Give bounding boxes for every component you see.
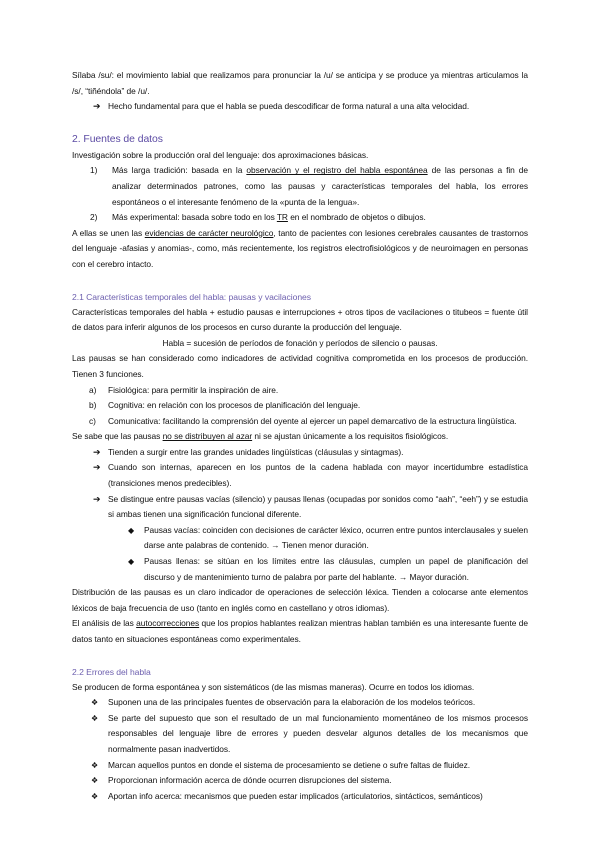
item-letter: c)	[89, 415, 96, 426]
numbered-item	[72, 163, 528, 210]
lettered-item	[72, 383, 528, 399]
item-text: Fisiológica: para permitir la inspiración de aire.	[108, 384, 279, 395]
star-icon: ❖	[91, 713, 99, 723]
underlined-text: observación y el registro del habla espontánea	[246, 165, 428, 176]
star-bullet	[72, 789, 528, 805]
intro-paragraph: Sílaba /su/: el movimiento labial que realizamos para pronunciar la /u/ se anticipa y se produce ya mientras articulamos la /s/, “tiñéndola” de /u/.	[72, 70, 528, 96]
diamond-icon: ◆	[128, 525, 135, 535]
star-bullet	[72, 758, 528, 774]
lettered-item	[72, 398, 528, 414]
paragraph	[72, 616, 528, 647]
arrow-icon: ➔	[93, 446, 101, 457]
text: El análisis de las	[72, 618, 137, 629]
arrow-icon: ➔	[93, 462, 101, 473]
underlined-text: autocorrecciones	[136, 618, 200, 629]
underlined-text: no se distribuyen al azar	[162, 431, 253, 442]
paragraph	[72, 226, 528, 273]
bullet-text: Aportan info acerca: mecanismos que pueden estar implicados (articulatorios, sintácticos, semánticos)	[108, 790, 483, 801]
underlined-text: TR	[276, 212, 288, 223]
item-text: Comunicativa: facilitando la comprensión del oyente al ejercer un papel demarcativo de la estructura lingüística.	[108, 415, 517, 426]
intro-bullet-text: Hecho fundamental para que el habla se pueda descodificar de forma natural a una alta velocidad.	[108, 101, 470, 112]
arrow-icon: ➔	[93, 493, 101, 504]
arrow-bullet	[72, 445, 528, 461]
text: A ellas se unen las	[72, 227, 145, 238]
diamond-bullet	[72, 523, 528, 554]
star-icon: ❖	[91, 698, 99, 708]
paragraph: Características temporales del habla + estudio pausas e interrupciones + otros tipos de vacilaciones o titubeos = fuente útil de datos para inferir algunos de los procesos en curso durante la producción del lenguaje.	[72, 306, 528, 333]
bullet-text: Marcan aquellos puntos en donde el sistema de procesamiento se detiene o sufre faltas de fluidez.	[108, 759, 471, 770]
paragraph: Las pausas se han considerado como indicadores de actividad cognitiva comprometida en los procesos de producción. Tienen 3 funciones.	[72, 353, 528, 379]
definition-line: Habla = sucesión de períodos de fonación y períodos de silencio o pausas.	[162, 337, 438, 348]
intro-bullet	[72, 99, 528, 115]
bullet-text: Proporcionan información acerca de dónde ocurren disrupciones del sistema.	[108, 775, 392, 786]
item-number: 1)	[90, 165, 98, 176]
bullet-text: Pausas vacías: coinciden con decisiones de carácter léxico, ocurren entre puntos interclausales y suelen darse ante palabras de contenido. → Tienen menor duración.	[144, 524, 528, 551]
bullet-text: Cuando son internas, aparecen en los puntos de la cadena hablada con mayor incertidumbre estadística (transiciones menos predecibles).	[108, 462, 528, 489]
section-heading-errores: 2.2 Errores del habla	[72, 666, 151, 677]
paragraph: Distribución de las pausas es un claro indicador de operaciones de selección léxica. Tienden a colocarse ante elementos léxicos de baja frecuencia de uso (tanto en inglés como en castellano y otros idiomas).	[72, 587, 528, 613]
bullet-text: Se parte del supuesto que son el resultado de un mal funcionamiento momentáneo de los mismos procesos responsables del lenguaje libre de errores y pueden desvelar algunos detalles de los mecanismos que normalmente pasan inadvertidos.	[108, 712, 528, 754]
star-icon: ❖	[91, 776, 99, 786]
numbered-item	[72, 210, 528, 226]
arrow-icon: ➔	[93, 101, 101, 112]
section-lead: Investigación sobre la producción oral del lenguaje: dos aproximaciones básicas.	[72, 149, 369, 160]
section-heading-fuentes: 2. Fuentes de datos	[72, 133, 163, 145]
text: que los propios hablantes realizan mientras hablan también es una interesante fuente de datos tanto en situaciones espontáneas como experimentales.	[72, 618, 528, 644]
diamond-bullet	[72, 554, 528, 585]
item-number: 2)	[90, 212, 98, 223]
star-icon: ❖	[91, 760, 99, 770]
item-letter: b)	[89, 400, 97, 411]
star-bullet	[72, 711, 528, 758]
item-text: de las personas a fin de analizar determinados patrones, como las pausas y características temporales del habla, los errores espontáneos o el interesante fenómeno de la «punta de la lengua».	[112, 165, 528, 207]
document-content	[72, 68, 528, 804]
arrow-bullet	[72, 492, 528, 523]
arrow-bullet	[72, 460, 528, 491]
section-heading-pausas: 2.1 Características temporales del habla: pausas y vacilaciones	[72, 291, 312, 302]
item-text: Cognitiva: en relación con los procesos de planificación del lenguaje.	[108, 400, 361, 411]
star-bullet	[72, 695, 528, 711]
lettered-item	[72, 414, 528, 430]
bullet-text: Tienden a surgir entre las grandes unidades lingüísticas (cláusulas y sintagmas).	[108, 446, 404, 457]
bullet-text: Pausas llenas: se sitúan en los límites entre las cláusulas, cumplen un papel de planificación del discurso y de mantenimiento turno de palabra por parte del hablante. → Mayor duración.	[144, 556, 528, 582]
text: Se sabe que las pausas	[72, 431, 163, 442]
text: ni se ajustan únicamente a los requisitos fisiológicos.	[252, 431, 449, 442]
item-text: Más experimental: basada sobre todo en los	[112, 212, 277, 223]
diamond-icon: ◆	[128, 557, 135, 567]
paragraph	[72, 429, 528, 445]
section-lead: Se producen de forma espontánea y son sistemáticos (de las mismas maneras). Ocurre en todos los idiomas.	[72, 681, 475, 692]
item-text: Más larga tradición: basada en la	[112, 165, 247, 176]
star-bullet	[72, 773, 528, 789]
item-text: en el nombrado de objetos o dibujos.	[287, 212, 426, 223]
star-icon: ❖	[91, 791, 99, 801]
item-letter: a)	[89, 384, 97, 395]
bullet-text: Se distingue entre pausas vacías (silencio) y pausas llenas (ocupadas por sonidos como “aah”, “eeh”) y se estudia si ambas tienen una significación funcional diferente.	[108, 493, 528, 520]
text: , tanto de pacientes con lesiones cerebrales causantes de trastornos del lenguaje -afasias y anomias-, como, más recientemente, los registros electrofisiológicos y de neuroimagen en personas con el cerebro intacto.	[72, 227, 528, 269]
underlined-text: evidencias de carácter neurológico	[144, 227, 274, 238]
bullet-text: Suponen una de las principales fuentes de observación para la elaboración de los modelos teóricos.	[108, 697, 476, 708]
